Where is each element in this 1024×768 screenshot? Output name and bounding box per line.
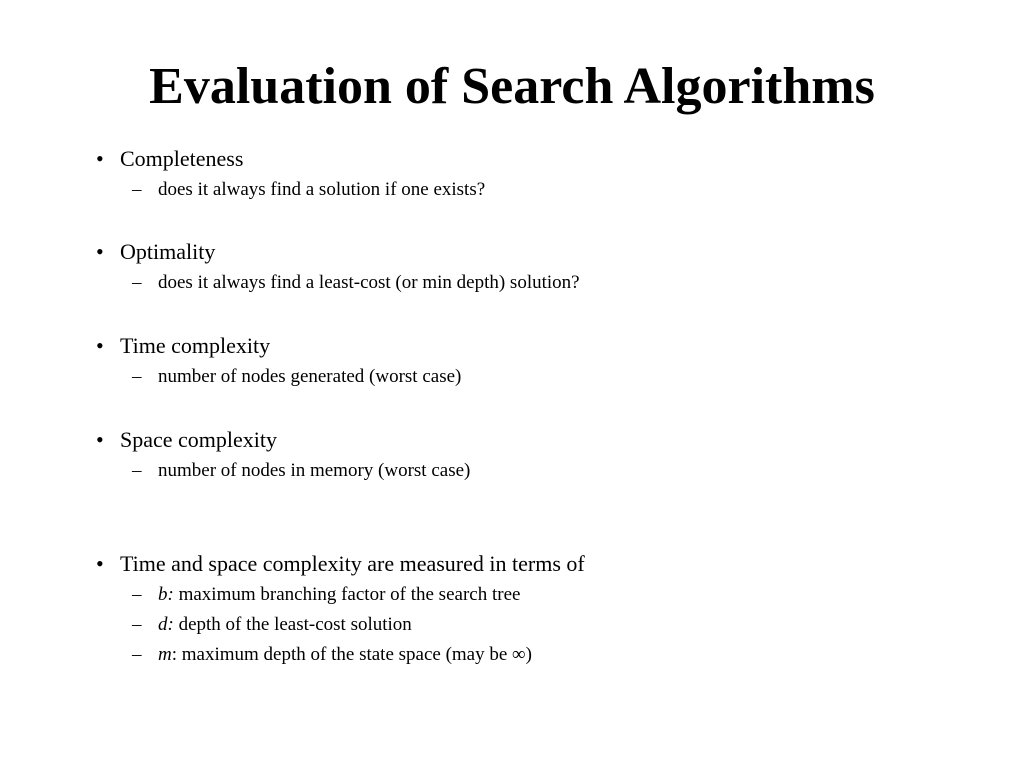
sub-bullet-optimality xyxy=(132,272,580,294)
bullet-optimality xyxy=(96,239,215,265)
sub-bullet-completeness xyxy=(132,179,485,201)
sub-bullet-depth xyxy=(132,614,412,636)
variable-d: d: xyxy=(158,614,174,635)
variable-m: m xyxy=(158,644,172,665)
sub-bullet-space-complexity xyxy=(132,460,470,482)
bullet-label: Time and space complexity are measured in terms of xyxy=(120,551,585,576)
bullet-marker: • xyxy=(96,333,104,358)
dash-marker: – xyxy=(132,366,142,387)
bullet-complexity-measures xyxy=(96,551,585,577)
bullet-space-complexity xyxy=(96,427,277,453)
bullet-marker: • xyxy=(96,551,104,576)
sub-bullet-text: does it always find a least-cost (or min depth) solution? xyxy=(158,272,580,293)
bullet-label: Time complexity xyxy=(120,333,271,358)
sub-bullet-max-depth xyxy=(132,644,532,666)
sub-bullet-text: does it always find a solution if one exists? xyxy=(158,179,486,200)
sub-bullet-text: depth of the least-cost solution xyxy=(173,614,412,635)
dash-marker: – xyxy=(132,460,142,481)
bullet-marker: • xyxy=(96,146,104,171)
variable-b: b: xyxy=(158,584,174,605)
dash-marker: – xyxy=(132,272,142,293)
bullet-label: Optimality xyxy=(120,239,216,264)
bullet-time-complexity xyxy=(96,333,270,359)
dash-marker: – xyxy=(132,614,142,635)
bullet-completeness xyxy=(96,146,243,172)
sub-bullet-branching-factor xyxy=(132,584,520,606)
slide-title: Evaluation of Search Algorithms xyxy=(149,58,875,115)
bullet-marker: • xyxy=(96,427,104,452)
bullet-marker: • xyxy=(96,239,104,264)
bullet-label: Space complexity xyxy=(120,427,278,452)
dash-marker: – xyxy=(132,584,142,605)
bullet-label: Completeness xyxy=(120,146,244,171)
sub-bullet-text: : maximum depth of the state space (may be ∞) xyxy=(171,644,532,665)
dash-marker: – xyxy=(132,179,142,200)
sub-bullet-time-complexity xyxy=(132,366,461,388)
sub-bullet-text: number of nodes in memory (worst case) xyxy=(158,460,471,481)
sub-bullet-text: number of nodes generated (worst case) xyxy=(158,366,462,387)
sub-bullet-text: maximum branching factor of the search tree xyxy=(173,584,521,605)
dash-marker: – xyxy=(132,644,142,665)
